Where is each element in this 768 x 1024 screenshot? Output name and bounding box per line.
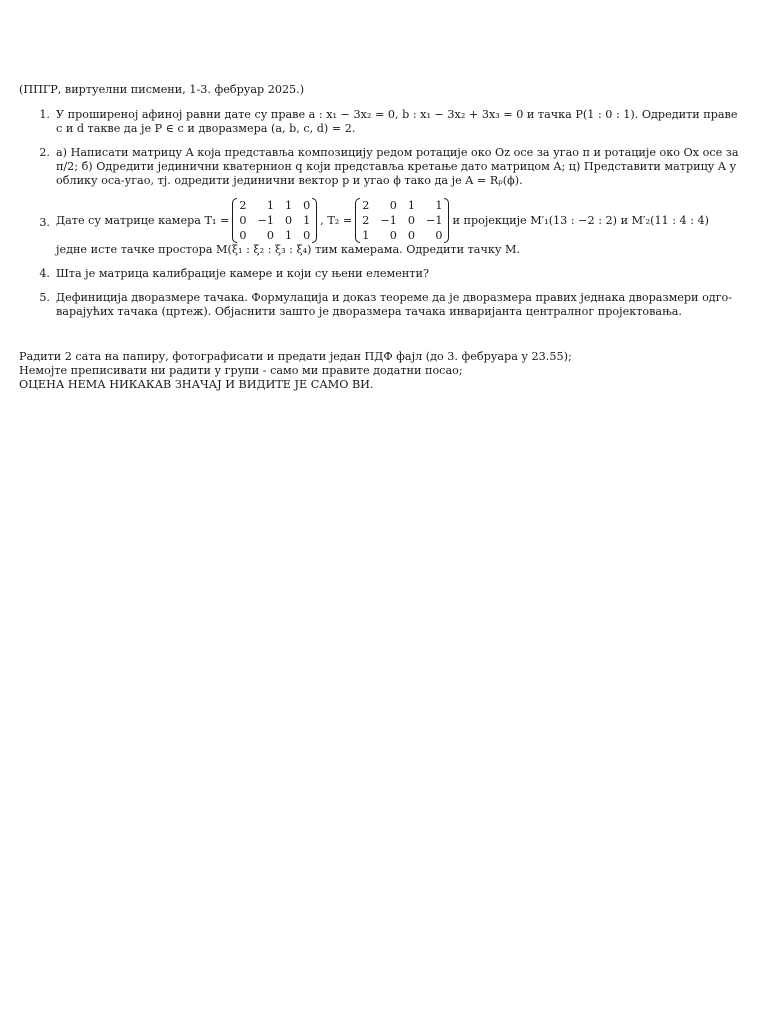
problem-number: 1.: [39, 108, 50, 121]
problem-line: Дефиниција дворазмере тачака. Формулација и доказ теореме да је дворазмера правих једнака дворазмери одго-: [56, 291, 733, 304]
matrix-cell: 1: [435, 199, 443, 212]
matrix-cell: 2: [239, 199, 247, 212]
problem-text-after: и пројекције M′₁(13 : −2 : 2) и M′₂(11 : 4 : 4): [452, 213, 710, 227]
problem-number: 2.: [39, 146, 50, 159]
matrix-cell: 2: [362, 199, 370, 212]
matrix-t2-grid: [360, 198, 444, 243]
problem-line: варајућих тачака (цртеж). Објаснити зашто је дворазмера тачака инваријанта централног пројектовања.: [56, 305, 682, 318]
matrix-cell: 1: [266, 199, 274, 212]
matrix-t1-grid: [237, 198, 312, 243]
matrix-cell: 0: [239, 214, 247, 227]
problem-text: [56, 108, 739, 136]
matrix-cell: −1: [380, 214, 397, 227]
matrix-cell: 1: [362, 229, 370, 242]
matrix-cell: 0: [303, 199, 311, 212]
problem-line: π/2; б) Одредити јединични кватернион q који представља кретање дато матрицом A; ц) Представити матрицу A у: [56, 160, 737, 173]
matrix-cell: 0: [407, 229, 415, 242]
matrix-cell: 1: [284, 199, 293, 212]
matrix-cell: −1: [257, 214, 274, 227]
problem-number: 5.: [39, 291, 50, 304]
matrix-cell: 1: [284, 229, 293, 242]
problem-5: [19, 291, 739, 319]
matrix-cell: 1: [303, 214, 311, 227]
instruction-line: Немојте преписивати ни радити у групи - само ми правите додатни посао;: [19, 364, 463, 377]
problem-text: [56, 198, 739, 257]
exam-instructions: [19, 350, 572, 392]
problem-text-between: , T₂ =: [320, 213, 353, 227]
matrix-cell: 1: [407, 199, 415, 212]
instruction-line: ОЦЕНА НЕМА НИКАКАВ ЗНАЧАЈ И ВИДИТЕ ЈЕ САМО ВИ.: [19, 378, 374, 391]
problem-list: [19, 108, 739, 329]
problem-4: [19, 267, 739, 281]
problem-text: [56, 267, 739, 281]
problem-line: а) Написати матрицу A која представља композицију редом ротације око Oz осе за угао π и ротације око Ox осе за: [56, 146, 739, 159]
matrix-cell: 0: [407, 214, 415, 227]
problem-line: У проширеној афиној равни дате су праве a : x₁ − 3x₂ = 0, b : x₁ − 3x₂ + 3x₃ = 0 и тачка P(1 : 0 : 1). Одредити праве: [56, 108, 738, 121]
right-paren: [444, 198, 449, 243]
matrix-cell: 0: [303, 229, 311, 242]
instruction-line: Радити 2 сата на папиру, фотографисати и предати један ПДФ фајл (до 3. фебруара у 23.55);: [19, 350, 572, 363]
matrix-t1: [232, 198, 317, 243]
problem-number: 3.: [39, 216, 50, 229]
problem-2: [19, 146, 739, 188]
problem-1: [19, 108, 739, 136]
problem-line: c и d такве да је P ∈ c и дворазмера (a, b, c, d) = 2.: [56, 122, 356, 135]
matrix-cell: 2: [362, 214, 370, 227]
matrix-cell: 0: [239, 229, 247, 242]
problem-line: једне исте тачке простора M(ξ₁ : ξ₂ : ξ₃ : ξ₄) тим камерама. Одредити тачку M.: [56, 243, 521, 256]
matrix-cell: −1: [425, 214, 443, 227]
exam-header: (ППГР, виртуелни писмени, 1-3. фебруар 2025.): [19, 83, 305, 96]
matrix-cell: 0: [284, 214, 293, 227]
problem-text-before: Дате су матрице камера T₁ =: [56, 213, 230, 227]
matrix-cell: 0: [435, 229, 443, 242]
matrix-cell: 0: [389, 229, 397, 242]
problem-line: Шта је матрица калибрације камере и који су њени елементи?: [56, 267, 429, 280]
matrix-cell: 0: [389, 199, 397, 212]
problem-text: [56, 291, 739, 319]
matrix-t2: [355, 198, 449, 243]
problem-3: [19, 198, 739, 257]
problem-text: [56, 146, 739, 188]
matrix-line: [56, 198, 739, 243]
problem-number: 4.: [39, 267, 50, 280]
problem-line: облику оса-угао, тј. одредити јединични вектор p и угао ϕ тако да је A = Rₚ(ϕ).: [56, 174, 523, 187]
right-paren: [312, 198, 317, 243]
matrix-cell: 0: [266, 229, 274, 242]
